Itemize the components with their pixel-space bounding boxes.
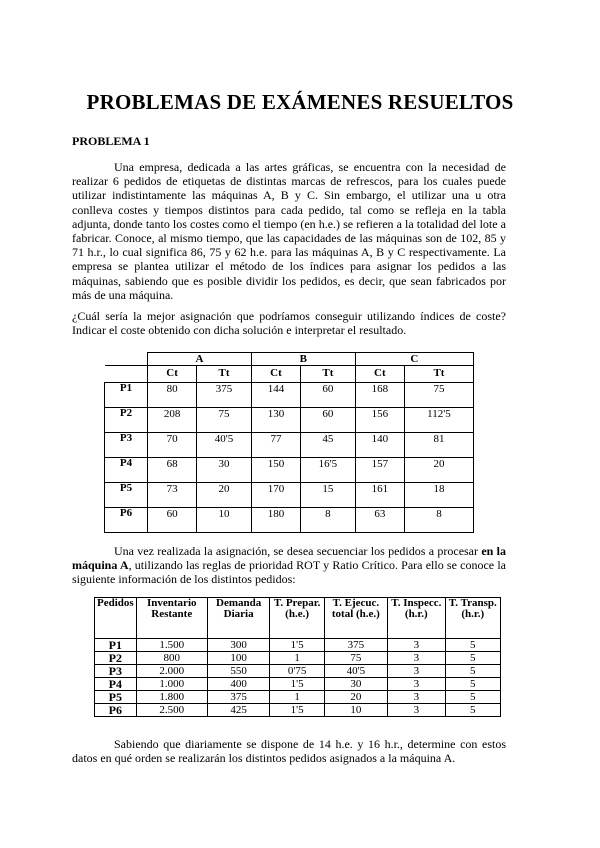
- problem-title: PROBLEMA 1: [72, 134, 150, 148]
- row-label: P1: [105, 383, 148, 408]
- table-cell: 16'5: [301, 458, 356, 483]
- table-row: [95, 678, 501, 691]
- table-cell: 3: [388, 678, 445, 691]
- table-cell: 5: [445, 704, 500, 717]
- sub-header: Tt: [404, 366, 473, 383]
- table-cell: 20: [197, 483, 252, 508]
- column-header: T. Transp. (h.r.): [445, 598, 500, 639]
- table-cell: 60: [301, 408, 356, 433]
- problem-statement-paragraph: Una empresa, dedicada a las artes gráficas, se encuentra con la necesidad de realizar 6 pedidos de etiquetas de distintas marcas de refrescos, para los cuales puede utilizar indistintamente las máquinas A, B y C. Sin embargo, el utilizar una u otra conlleva costes y tiempos distintos para cada pedido, tal como se refleja en la tabla adjunta, donde tanto los costes como el tiempo (en h.e.) se refieren a la totalidad del lote a fabricar. Conoce, al mismo tiempo, que las capacidades de las máquinas son de 102, 85 y 71 h.r., lo cual significa 86, 75 y 62 h.e. para las máquinas A, B y C respectivamente. La empresa se plantea utilizar el método de los índices para asignar los pedidos a las máquinas, sabiendo que es posible dividir los pedidos, es decir, que sean fabricados por más de una máquina.: [72, 160, 506, 302]
- column-header: T. Prepar. (h.e.): [270, 598, 324, 639]
- row-label: P6: [105, 508, 148, 533]
- column-header: Demanda Diaria: [207, 598, 270, 639]
- row-label: P2: [105, 408, 148, 433]
- table-cell: 1'5: [270, 639, 324, 652]
- table-row: [105, 433, 474, 458]
- table-cell: 75: [197, 408, 252, 433]
- column-header: Pedidos: [95, 598, 137, 639]
- table-cell: 70: [148, 433, 197, 458]
- table-cell: 1.000: [136, 678, 207, 691]
- row-label: P6: [95, 704, 137, 717]
- table-cell: 10: [197, 508, 252, 533]
- table-cell: 1'5: [270, 704, 324, 717]
- sub-header: Ct: [251, 366, 300, 383]
- table-cell: 20: [404, 458, 473, 483]
- page-title: PROBLEMAS DE EXÁMENES RESUELTOS: [86, 90, 514, 114]
- table-cell: 3: [388, 639, 445, 652]
- table-cell: 10: [324, 704, 387, 717]
- table-row: [95, 665, 501, 678]
- row-label: P2: [95, 652, 137, 665]
- table-row: [95, 704, 501, 717]
- table-cell: 20: [324, 691, 387, 704]
- table-cell: 75: [404, 383, 473, 408]
- table-cell: 0'75: [270, 665, 324, 678]
- table-cell: 5: [445, 639, 500, 652]
- table-row: [105, 408, 474, 433]
- sub-header: Ct: [355, 366, 404, 383]
- table-cell: 30: [324, 678, 387, 691]
- table-cell: 375: [324, 639, 387, 652]
- row-label: P3: [105, 433, 148, 458]
- table-cell: 150: [251, 458, 300, 483]
- table-cell: 75: [324, 652, 387, 665]
- table-cell: 8: [301, 508, 356, 533]
- table-cell: 1: [270, 691, 324, 704]
- table-cell: 112'5: [404, 408, 473, 433]
- row-label: P1: [95, 639, 137, 652]
- table-cell: 300: [207, 639, 270, 652]
- sub-header: Ct: [148, 366, 197, 383]
- corner-cell: [105, 353, 148, 366]
- machine-header: C: [355, 353, 473, 366]
- table-cell: 45: [301, 433, 356, 458]
- column-header: T. Inspecc. (h.r.): [388, 598, 445, 639]
- table-cell: 2.500: [136, 704, 207, 717]
- table-cell: 68: [148, 458, 197, 483]
- table-cell: 3: [388, 691, 445, 704]
- table-cell: 5: [445, 665, 500, 678]
- table-cell: 400: [207, 678, 270, 691]
- question-paragraph: ¿Cuál sería la mejor asignación que podríamos conseguir utilizando índices de coste? Indicar el coste obtenido con dicha solución e interpretar el resultado.: [72, 309, 506, 338]
- row-label: P3: [95, 665, 137, 678]
- final-question-paragraph: Sabiendo que diariamente se dispone de 14 h.e. y 16 h.r., determine con estos datos en qué orden se realizarán los distintos pedidos asignados a la máquina A.: [72, 737, 506, 766]
- table-cell: 18: [404, 483, 473, 508]
- row-label: P5: [95, 691, 137, 704]
- table-cell: 2.000: [136, 665, 207, 678]
- table-cell: 161: [355, 483, 404, 508]
- machine-header: A: [148, 353, 252, 366]
- row-label: P4: [95, 678, 137, 691]
- table-cell: 130: [251, 408, 300, 433]
- corner-cell: [105, 366, 148, 383]
- table-cell: 375: [207, 691, 270, 704]
- table-cell: 157: [355, 458, 404, 483]
- table-cell: 800: [136, 652, 207, 665]
- table-cell: 3: [388, 652, 445, 665]
- row-label: P4: [105, 458, 148, 483]
- table-cell: 8: [404, 508, 473, 533]
- sub-header: Tt: [197, 366, 252, 383]
- table-cell: 156: [355, 408, 404, 433]
- table-cell: 1'5: [270, 678, 324, 691]
- sub-header: Tt: [301, 366, 356, 383]
- table-cell: 170: [251, 483, 300, 508]
- table-cell: 1: [270, 652, 324, 665]
- machine-header: B: [251, 353, 355, 366]
- table-cell: 81: [404, 433, 473, 458]
- table-cell: 3: [388, 665, 445, 678]
- table-cell: 5: [445, 652, 500, 665]
- table-cell: 5: [445, 691, 500, 704]
- table-cell: 63: [355, 508, 404, 533]
- column-header: Inventario Restante: [136, 598, 207, 639]
- table-cell: 208: [148, 408, 197, 433]
- costs-times-table: [104, 352, 474, 533]
- table-cell: 144: [251, 383, 300, 408]
- machine-a-emphasis: en la máquina A: [72, 544, 506, 573]
- table-cell: 73: [148, 483, 197, 508]
- table-row: [105, 508, 474, 533]
- table-row: [95, 691, 501, 704]
- table-cell: 5: [445, 678, 500, 691]
- table-cell: 77: [251, 433, 300, 458]
- table-cell: 140: [355, 433, 404, 458]
- table-cell: 425: [207, 704, 270, 717]
- table-cell: 168: [355, 383, 404, 408]
- table-cell: 550: [207, 665, 270, 678]
- table-cell: 60: [148, 508, 197, 533]
- table-row: [105, 458, 474, 483]
- table-cell: 1.500: [136, 639, 207, 652]
- table-cell: 15: [301, 483, 356, 508]
- table-cell: 40'5: [197, 433, 252, 458]
- table-cell: 60: [301, 383, 356, 408]
- row-label: P5: [105, 483, 148, 508]
- table-cell: 1.800: [136, 691, 207, 704]
- table-cell: 3: [388, 704, 445, 717]
- table-row: [95, 639, 501, 652]
- sequencing-paragraph: Una vez realizada la asignación, se desea secuenciar los pedidos a procesar en la máquina A, utilizando las reglas de prioridad ROT y Ratio Crítico. Para ello se conoce la siguiente información de los distintos pedidos:: [72, 544, 506, 587]
- table-cell: 80: [148, 383, 197, 408]
- table-cell: 30: [197, 458, 252, 483]
- table-row: [105, 483, 474, 508]
- table-cell: 100: [207, 652, 270, 665]
- column-header: T. Ejecuc. total (h.e.): [324, 598, 387, 639]
- orders-info-table: [94, 597, 501, 717]
- table-row: [95, 652, 501, 665]
- table-row: [105, 383, 474, 408]
- table-cell: 375: [197, 383, 252, 408]
- table-cell: 40'5: [324, 665, 387, 678]
- table-cell: 180: [251, 508, 300, 533]
